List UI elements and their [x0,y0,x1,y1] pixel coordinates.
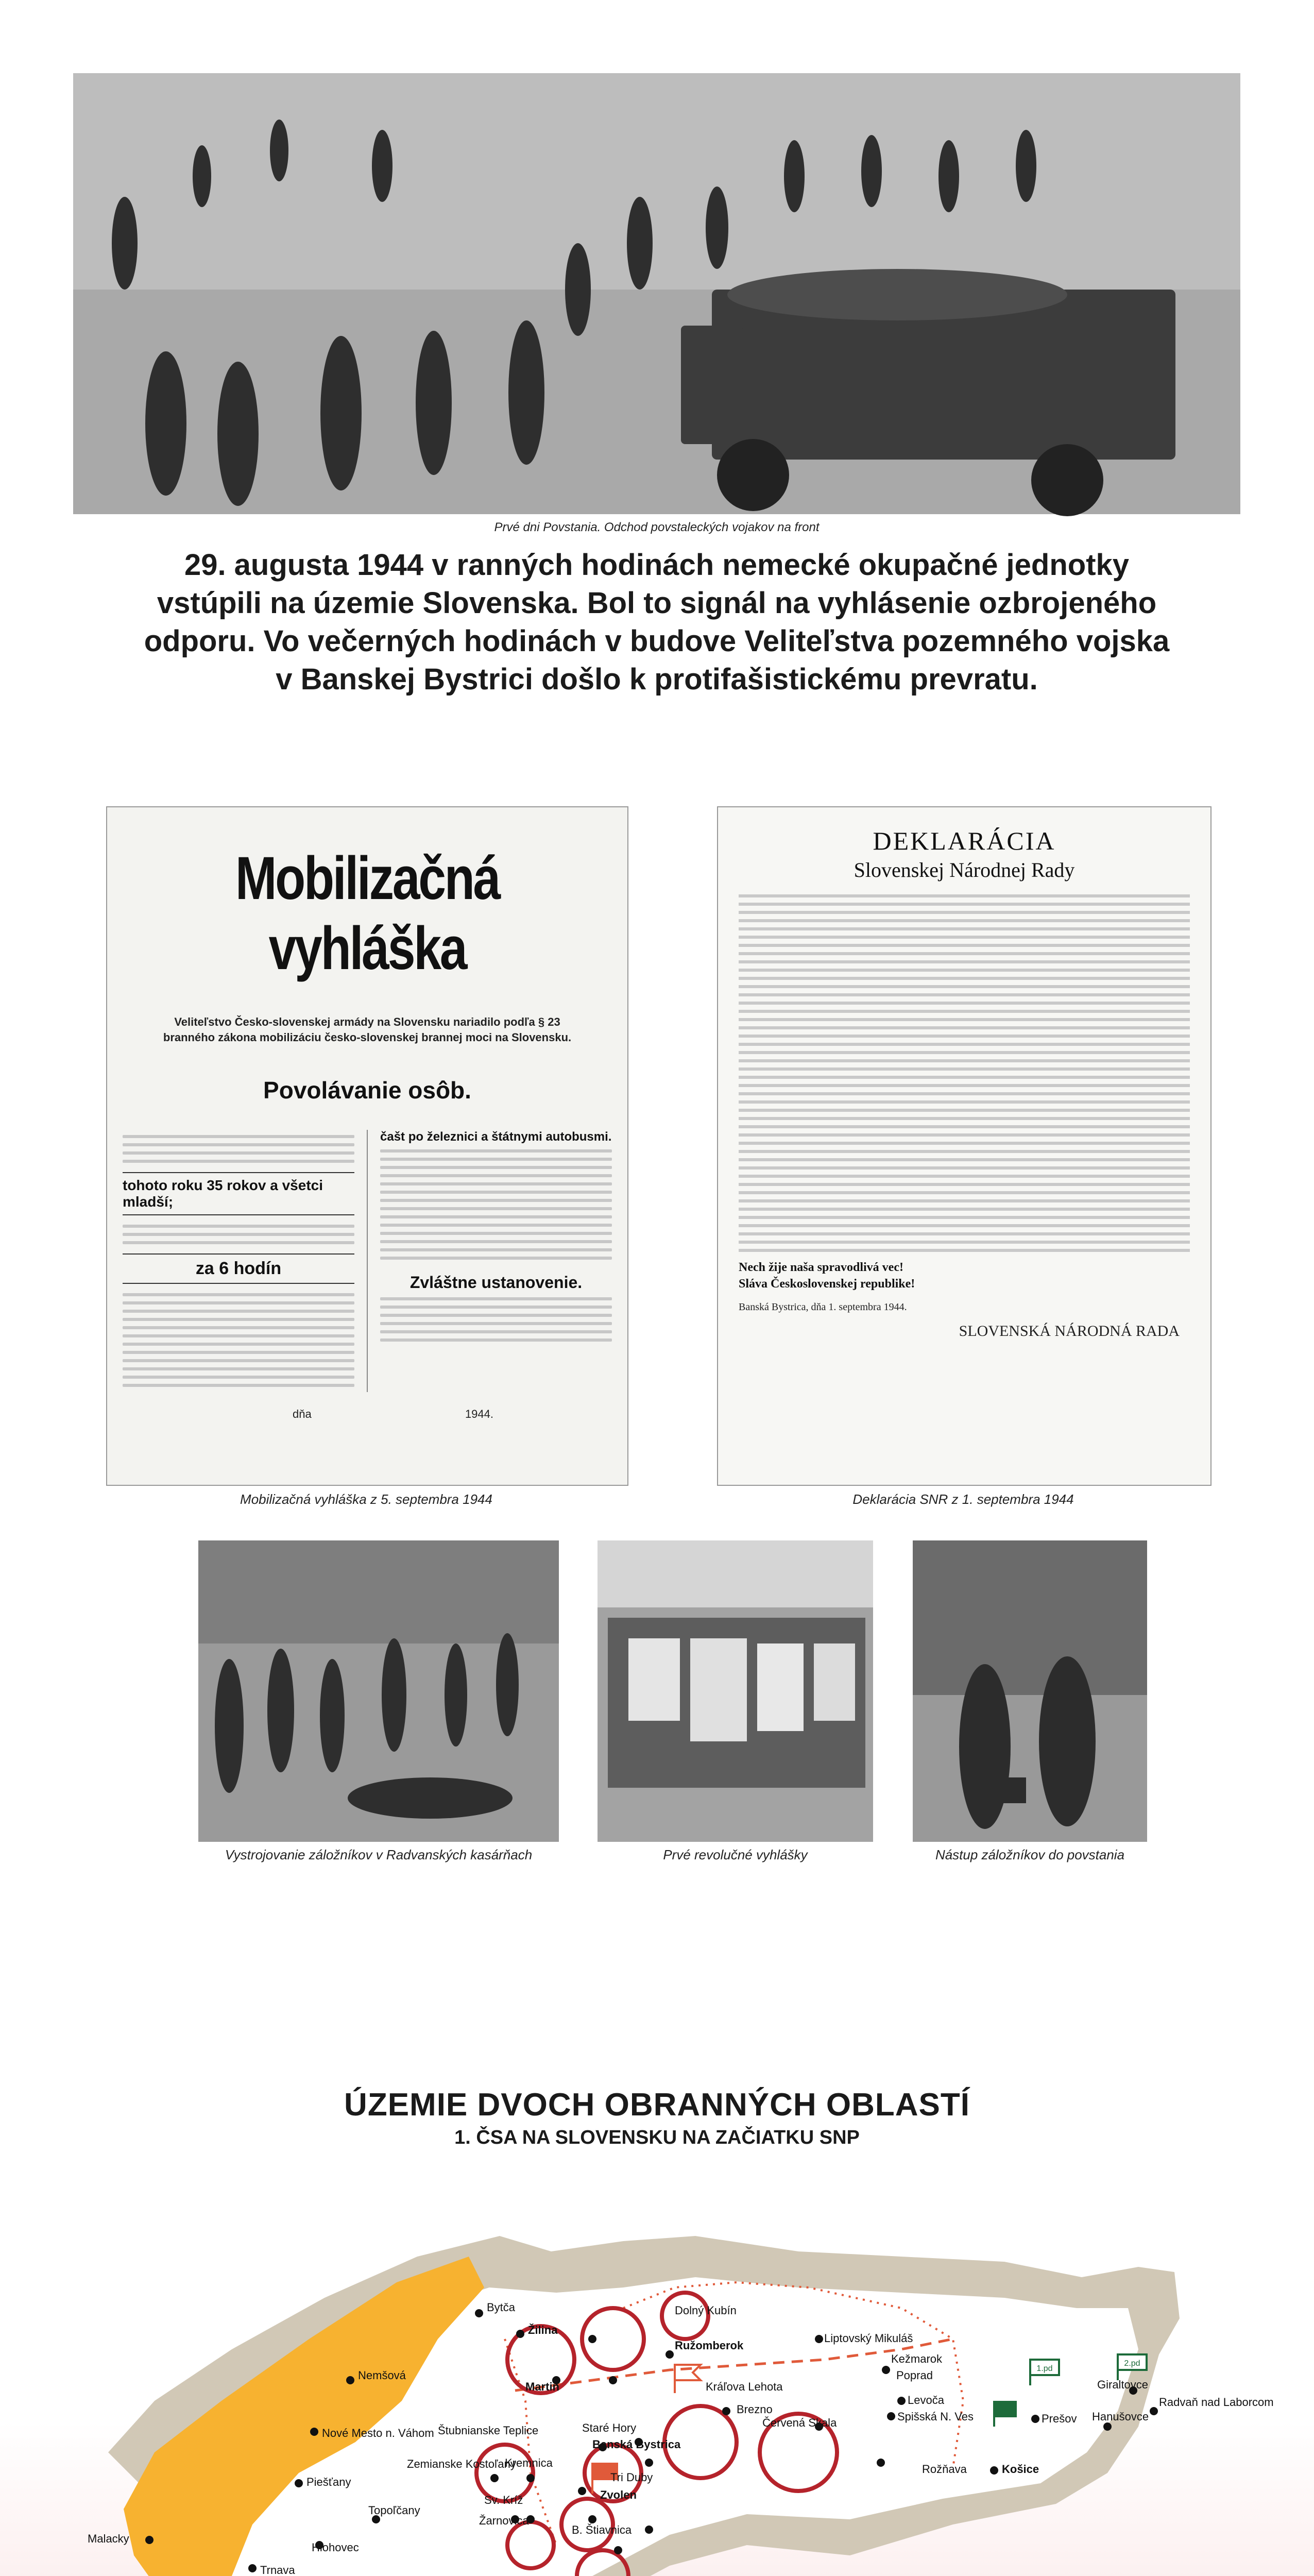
poster-line: Veliteľstvo Česko-slovenskej armády na Slovensku nariadilo podľa § 23 [174,1015,560,1028]
declaration-caption: Deklarácia SNR z 1. septembra 1944 [852,1492,1074,1507]
poster-box-age: tohoto roku 35 rokov a všetci mladší; [123,1172,354,1215]
city-bytca: Bytča [487,2301,516,2314]
declaration-title: DEKLARÁCIA [873,826,1056,855]
city-zemianske: Zemianske Kostoľany [407,2458,516,2470]
city-spisska-nova-ves: Spišská N. Ves [897,2410,974,2423]
posters-caption: Prvé revolučné vyhlášky [663,1847,808,1862]
city-cervena-skala: Červená Skala [762,2416,837,2429]
photo-reservists-equipment [198,1540,559,1842]
flag-label-1pd: 1.pd [1036,2364,1053,2373]
poster-right-heading: čašt po železnici a štátnymi autobusmi. [380,1130,612,1144]
poster-section-title: Povolávanie osôb. [263,1077,471,1104]
top-photo [73,73,1240,514]
intro-text [77,546,1236,699]
city-radvan: Radvaň nad Laborcom [1159,2396,1274,2409]
city-poprad: Poprad [896,2369,933,2382]
poster-headline: Mobilizačná vyhláška [235,844,500,982]
intro-line: odporu. Vo večerných hodinách v budove Veliteľstva pozemného vojska [144,624,1170,658]
map-subtitle: 1. ČSA NA SLOVENSKU NA ZAČIATKU SNP [454,2127,860,2148]
city-kosice: Košice [1002,2463,1039,2476]
city-zarnovica: Žarnovica [479,2514,529,2527]
city-stare-hory: Staré Hory [582,2421,637,2434]
map-title: ÚZEMIE DVOCH OBRANNÝCH OBLASTÍ [344,2087,970,2123]
uprising-illustration [913,1540,1147,1842]
poster-year: 1944. [465,1408,493,1420]
city-kezmarok: Kežmarok [891,2352,943,2365]
declaration-subtitle: Slovenskej Národnej Rady [854,858,1075,882]
city-piestany: Piešťany [306,2476,351,2488]
city-zvolen: Zvolen [600,2488,637,2501]
reservists-illustration [198,1540,559,1842]
city-hanusovce: Hanušovce [1092,2410,1149,2423]
city-ruzomberok: Ružomberok [675,2339,744,2352]
intro-line: vstúpili na územie Slovenska. Bol to signál na vyhlásenie ozbrojeného [157,586,1157,620]
city-malacky: Malacky [88,2532,129,2545]
city-hlohovec: Hlohovec [312,2541,359,2554]
city-stubnianske: Štubnianske Teplice [438,2424,539,2437]
reservists-caption: Vystrojovanie záložníkov v Radvanských kasárňach [225,1847,533,1862]
photo-revolutionary-posters [598,1540,873,1842]
city-tri-duby: Tri Duby [610,2471,653,2484]
uprising-caption: Nástup záložníkov do povstania [935,1847,1125,1862]
city-martin: Martin [525,2380,559,2393]
city-nove-mesto: Nové Mesto n. Váhom [322,2427,434,2439]
city-brezno: Brezno [737,2403,773,2416]
declaration-motto-2: Sláva Československej republike! [739,1277,915,1291]
photo-reservists-uprising [913,1540,1147,1842]
city-b-stiavnica: B. Štiavnica [572,2523,632,2536]
soldiers-truck-illustration [73,73,1240,514]
poster-box-hours: za 6 hodín [123,1253,354,1284]
poster-date: dňa [293,1408,312,1420]
declaration-place-date: Banská Bystrica, dňa 1. septembra 1944. [739,1301,907,1313]
city-sv-kriz: Sv. Kríž [484,2494,523,2506]
city-banska-bystrica: Banská Bystrica [592,2438,681,2451]
posters-illustration [598,1540,873,1842]
city-nemsova: Nemšová [358,2369,406,2382]
city-zilina: Žilina [528,2324,558,2336]
poster-line: branného zákona mobilizáciu česko-slovenskej brannej moci na Slovensku. [163,1031,572,1044]
mobilization-caption: Mobilizačná vyhláška z 5. septembra 1944 [240,1492,492,1507]
flag-label-2pd: 2.pd [1124,2359,1140,2368]
declaration-document [717,806,1211,1486]
city-levoca: Levoča [908,2394,944,2406]
mobilization-poster [106,806,628,1486]
city-liptovsky-mikulas: Liptovský Mikuláš [824,2332,913,2345]
city-kralova-lehota: Kráľova Lehota [706,2380,783,2393]
city-kremnica: Kremnica [505,2456,553,2469]
city-trnava: Trnava [260,2564,295,2576]
city-presov: Prešov [1042,2412,1077,2425]
slovakia-map [77,2184,1274,2576]
poster-right-heading-2: Zvláštne ustanovenie. [409,1273,583,1292]
intro-line: 29. augusta 1944 v ranných hodinách nemecké okupačné jednotky [184,548,1130,582]
intro-line: v Banskej Bystrici došlo k protifašistickému prevratu. [276,663,1038,696]
city-giraltovce: Giraltovce [1097,2378,1149,2391]
city-dolny-kubin: Dolný Kubín [675,2304,737,2317]
declaration-signature: SLOVENSKÁ NÁRODNÁ RADA [959,1323,1180,1340]
top-photo-caption: Prvé dni Povstania. Odchod povstaleckých vojakov na front [494,520,820,534]
declaration-motto-1: Nech žije naša spravodlivá vec! [739,1261,903,1274]
city-topolcany: Topoľčany [368,2504,420,2517]
city-roznava: Rožňava [922,2463,967,2476]
